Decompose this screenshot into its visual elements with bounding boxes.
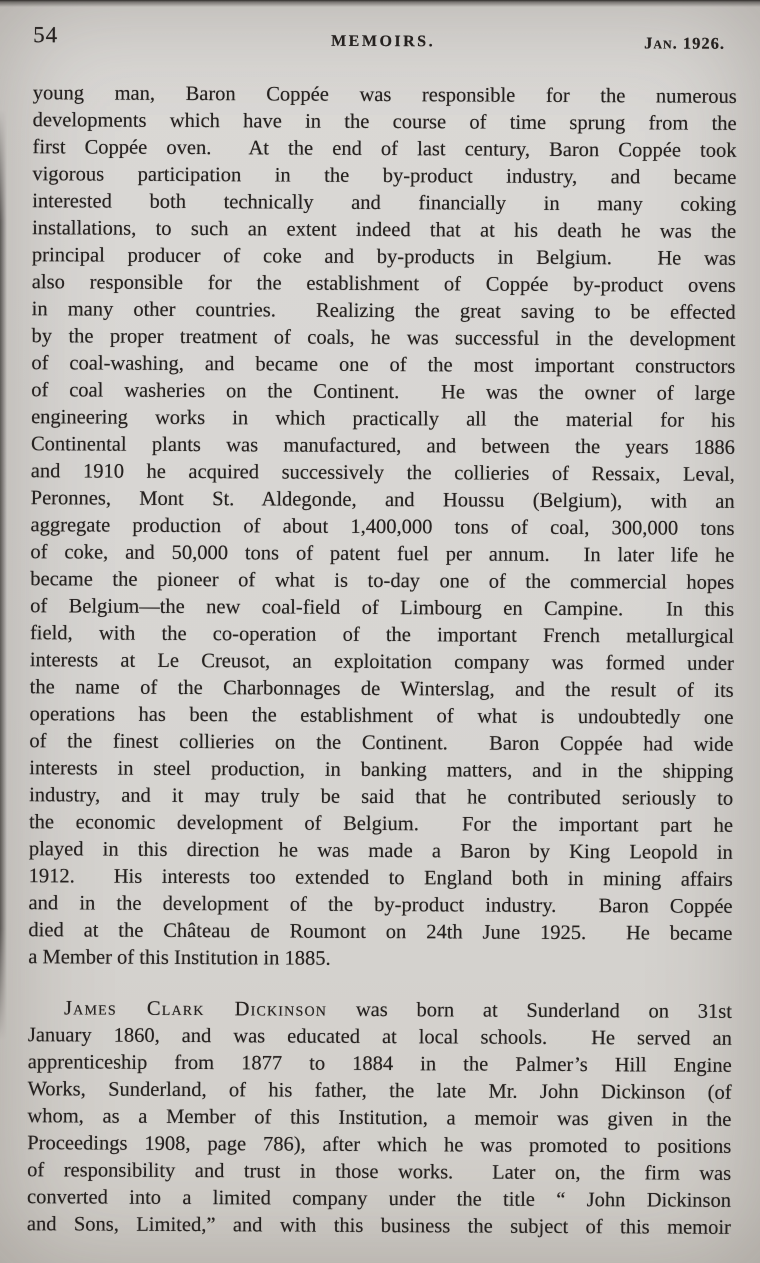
paragraph: [28, 80, 737, 975]
text-line: installations, to such an extent indeed that at his death he was the: [32, 217, 737, 243]
text-line: the economic development of Belgium. For the important part he: [28, 811, 734, 837]
text-line: Continental plants was manufactured, and between the years 1886: [30, 433, 736, 459]
person-name-smallcaps: James Clark Dickinson: [63, 997, 328, 1021]
text-line: January 1860, and was educated at local schools. He served an: [27, 1024, 732, 1050]
text-line: 1912. His interests too extended to England both in mining affairs: [28, 865, 733, 891]
scan-edge-top: [0, 0, 760, 7]
text-line: by the proper treatment of coals, he was successful in the development: [31, 325, 736, 351]
text-line: Proceedings 1908, page 786), after which he was promoted to positions: [27, 1132, 732, 1158]
text-line: converted into a limited company under the title “ John Dickinson: [26, 1186, 732, 1212]
text-line: played in this direction he was made a Baron by King Leopold in: [28, 838, 733, 864]
text-line: developments which have in the course of time sprung from the: [32, 109, 737, 135]
text-line: in many other countries. Realizing the great saving to be effected: [31, 298, 736, 324]
page-number: 54: [33, 22, 59, 48]
text-line: interests at Le Creusot, an exploitation company was formed under: [29, 649, 734, 675]
text-line: also responsible for the establishment of Coppée by-product ovens: [31, 271, 736, 297]
text-line: Peronnes, Mont St. Aldegonde, and Houssu (Belgium), with an: [30, 487, 735, 513]
scan-edge-left: [0, 110, 7, 1040]
text-line: Works, Sunderland, of his father, the late Mr. John Dickinson (of: [27, 1078, 732, 1104]
text-line: of coal washeries on the Continent. He was the owner of large: [31, 379, 736, 405]
text-line: operations has been the establishment of what is undoubtedly one: [29, 703, 734, 729]
issue-date: Jan. 1926.: [644, 33, 726, 53]
text-line: engineering works in which practically all the material for his: [31, 406, 736, 432]
page-body: [27, 80, 737, 1242]
text-line: interested both technically and financially in many coking: [32, 190, 737, 216]
text-line: whom, as a Member of this Institution, a memoir was given in the: [27, 1105, 732, 1131]
text-line: of coke, and 50,000 tons of patent fuel per annum. In later life he: [30, 541, 735, 567]
text-line: interests in steel production, in banking matters, and in the shipping: [29, 757, 734, 783]
text-line: a Member of this Institution in 1885.: [28, 946, 331, 970]
text-line: and in the development of the by-product industry. Baron Coppée: [28, 892, 733, 918]
text-line: field, with the co-operation of the important French metallurgical: [29, 622, 735, 648]
page-header: [33, 22, 733, 56]
paragraph: [27, 995, 732, 1242]
text-line: became the pioneer of what is to-day one of the commercial hopes: [30, 568, 735, 594]
text-line: of Belgium—the new coal-field of Limbourg en Campine. In this: [30, 595, 735, 621]
text-line: of coal-washing, and became one of the most important constructors: [31, 352, 736, 378]
text-line: the name of the Charbonnages de Winterslag, and the result of its: [29, 676, 734, 702]
text-line: aggregate production of about 1,400,000 tons of coal, 300,000 tons: [30, 514, 735, 540]
text-line: and 1910 he acquired successively the collieries of Ressaix, Leval,: [30, 460, 735, 486]
text-line: and Sons, Limited,” and with this business the subject of this memoir: [26, 1213, 731, 1239]
running-title: MEMOIRS.: [331, 32, 436, 51]
text-line: of the finest collieries on the Continent. Baron Coppée had wide: [29, 730, 734, 756]
text-line: young man, Baron Coppée was responsible for the numerous: [32, 82, 737, 108]
text-line: vigorous participation in the by-product industry, and became: [32, 163, 737, 189]
text-line: first Coppée oven. At the end of last century, Baron Coppée took: [32, 136, 737, 162]
text-line: died at the Château de Roumont on 24th June 1925. He became: [28, 919, 733, 945]
text-line: James Clark Dickinson was born at Sunderland on 31st: [63, 997, 733, 1023]
text-line: apprenticeship from 1877 to 1884 in the Palmer’s Hill Engine: [27, 1051, 732, 1077]
text-line: of responsibility and trust in those works. Later on, the firm was: [27, 1159, 732, 1185]
text-line: industry, and it may truly be said that he contributed seriously to: [29, 784, 734, 810]
text-line: principal producer of coke and by-products in Belgium. He was: [31, 244, 737, 270]
